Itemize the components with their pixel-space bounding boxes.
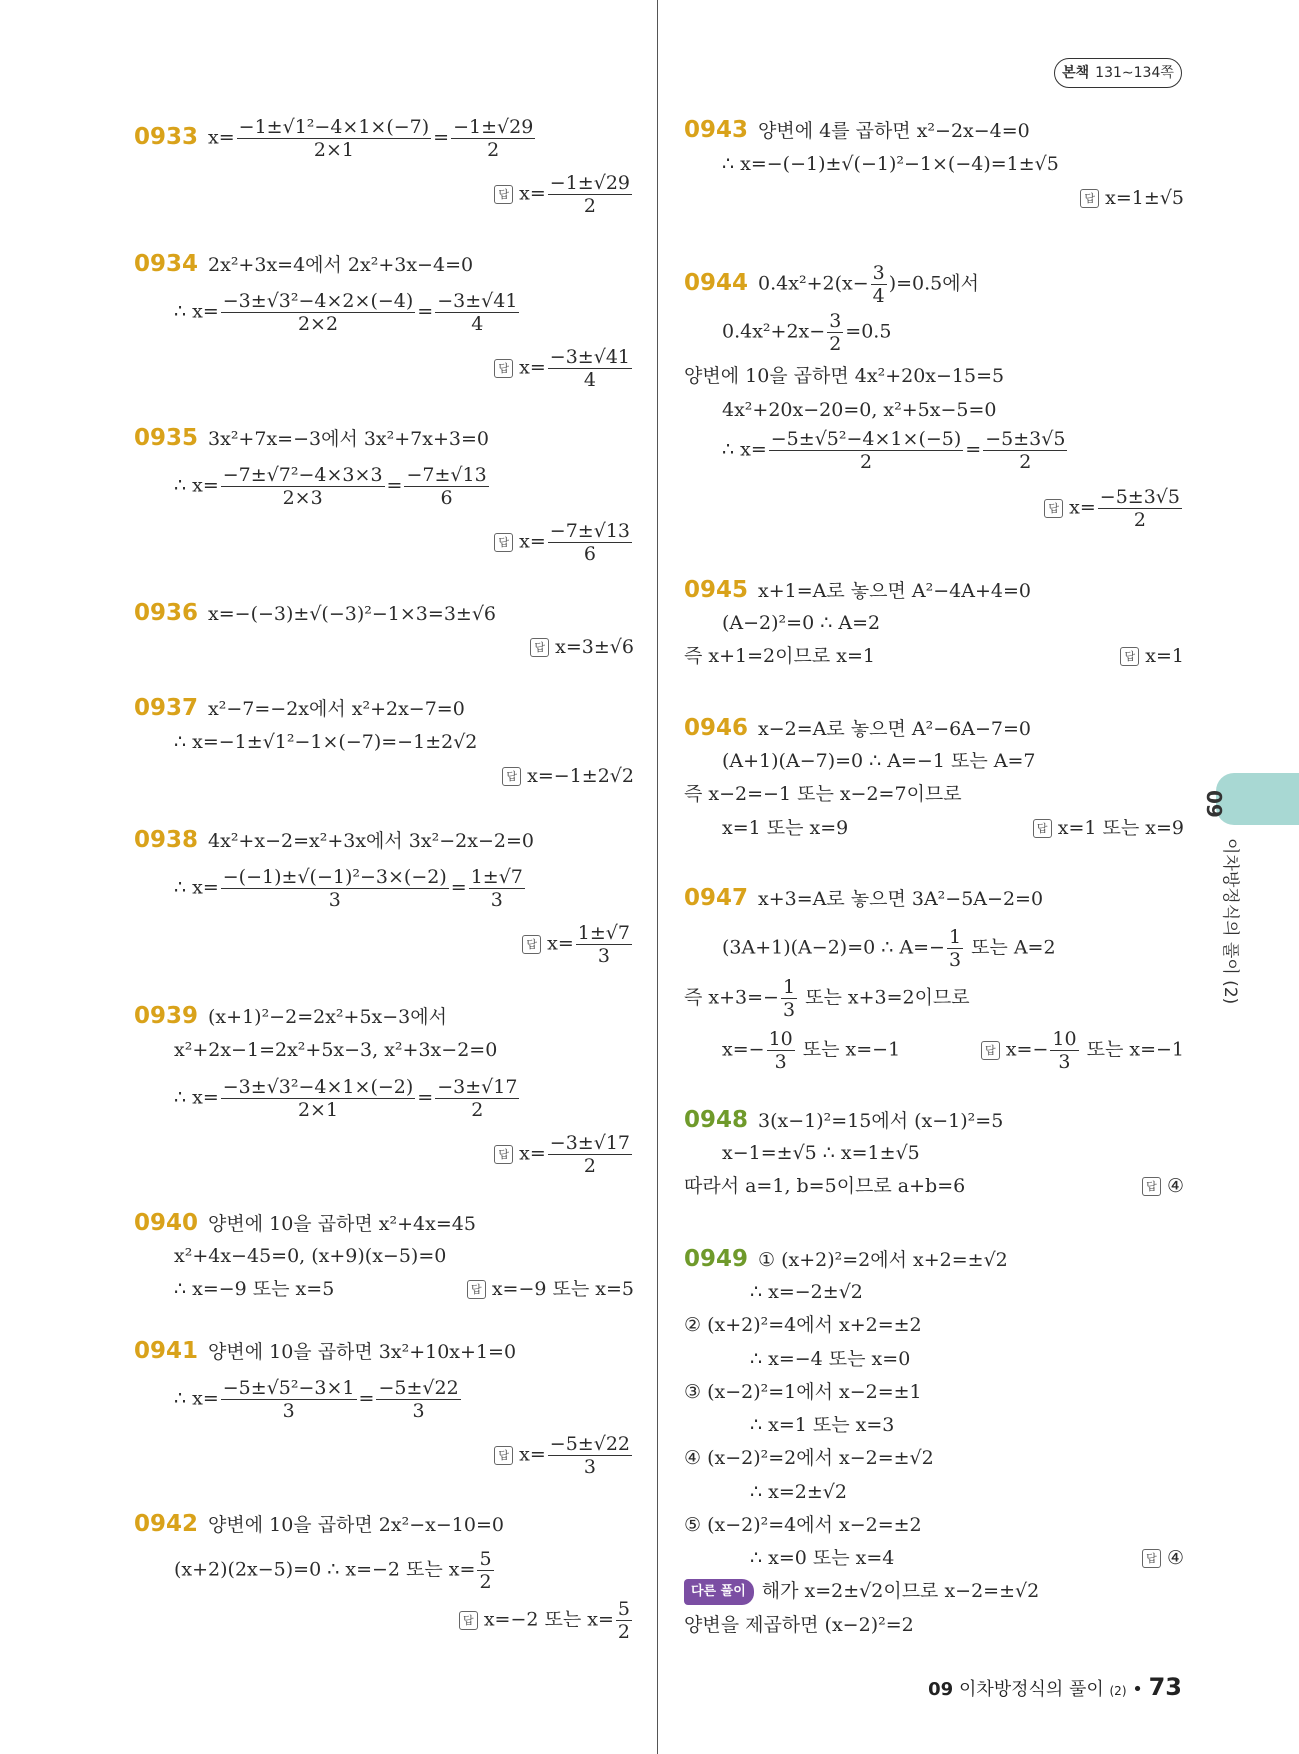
- formula-text: =: [433, 126, 450, 149]
- problem-number: 0938: [134, 827, 199, 853]
- problem-number: 0933: [134, 123, 199, 150]
- answer: 답 x= $\frac{-1\pm√29}{2}$: [494, 172, 634, 217]
- formula-text: (x+1)²−2=2x²+5x−3에서: [208, 1006, 447, 1028]
- formula-text: ∴ x=: [174, 1387, 219, 1410]
- formula-text: 3x²+7x=−3에서 3x²+7x+3=0: [208, 428, 489, 450]
- formula-text: (3A+1)(A−2)=0 ∴ A=−: [722, 936, 945, 959]
- chapter-tab-title: 이차방정식의 풀이 (2): [1220, 838, 1240, 1005]
- fraction: $\frac{\text{−3±√3²−4×2×(−4)}}{2\times 2}$: [222, 290, 414, 335]
- footer-chapter-number: 09: [928, 1679, 954, 1700]
- fraction: $\frac{5}{2}$: [479, 1548, 492, 1593]
- formula-text: ④ (x−2)²=2에서 x−2=±√2: [684, 1447, 934, 1469]
- answer: 답 x=−2 또는 x= $\frac{5}{2}$: [459, 1598, 634, 1643]
- answer: 답 x= $\frac{-5\pm√22}{3}$: [494, 1433, 634, 1478]
- formula-text: 양변에 10을 곱하면 3x²+10x+1=0: [208, 1341, 517, 1363]
- problem-number: 0940: [134, 1210, 199, 1236]
- answer-mark-icon: 답: [494, 1446, 513, 1465]
- formula-text: ∴ x=: [174, 1086, 219, 1109]
- formula-text: ∴ x=: [722, 438, 767, 461]
- problem-number: 0934: [134, 251, 199, 277]
- answer-mark-icon: 답: [1033, 819, 1052, 838]
- answer: 답 x=1 또는 x=9: [1033, 816, 1184, 840]
- formula-text: ③ (x−2)²=1에서 x−2=±1: [684, 1381, 922, 1403]
- fraction: $\frac{-1\pm√29}{2}$: [453, 116, 534, 161]
- problem-number: 0942: [134, 1511, 199, 1537]
- fraction: $\frac{10}{3}$: [768, 1028, 793, 1073]
- reference-pages-badge: [1054, 58, 1182, 88]
- fraction: $\frac{\text{−1±√1²−4×1×(−7)}}{2\times 1}$: [238, 116, 430, 161]
- formula-text: (A−2)²=0 ∴ A=2: [722, 612, 881, 634]
- fraction: $\frac{1}{3}$: [948, 926, 962, 971]
- chapter-side-tab: [1216, 773, 1299, 825]
- formula-text: (x+2)(2x−5)=0 ∴ x=−2 또는 x=: [174, 1558, 476, 1581]
- answer: 답 x=1±√5: [1080, 186, 1184, 210]
- answer: 답 x=−1±2√2: [502, 764, 634, 788]
- answer-mark-icon: 답: [1044, 499, 1063, 518]
- formula-text: ∴ x=: [174, 300, 219, 323]
- formula-text: x+1=A로 놓으면 A²−4A+4=0: [758, 580, 1031, 602]
- formula-text: 양변에 4를 곱하면 x²−2x−4=0: [758, 120, 1030, 142]
- footer-chapter-sub: (2): [1109, 1684, 1127, 1698]
- fraction: $\frac{\text{−5±√5²−4×1×(−5)}}{2}$: [770, 428, 962, 473]
- formula-text: ⑤ (x−2)²=4에서 x−2=±2: [684, 1514, 922, 1536]
- answer: 답 x= $\frac{-5\pm 3√5}{2}$: [1044, 486, 1184, 531]
- formula-text: 즉 x+1=2이므로 x=1: [684, 645, 875, 667]
- problem-number: 0941: [134, 1338, 199, 1364]
- formula-text: 4x²+20x−20=0, x²+5x−5=0: [722, 399, 997, 421]
- fraction: $\frac{\text{−(−1)±√(−1)²−3×(−2)}}{3}$: [222, 866, 447, 911]
- answer: 답 x=−9 또는 x=5: [467, 1277, 634, 1301]
- formula-text: 3(x−1)²=15에서 (x−1)²=5: [758, 1110, 1004, 1132]
- answer: 답 x= $\frac{-3\pm√41}{4}$: [494, 346, 634, 391]
- formula-text: 즉 x+3=−: [684, 986, 779, 1009]
- fraction: $\frac{\text{−3±√3²−4×1×(−2)}}{2\times 1}$: [222, 1076, 414, 1121]
- formula-text: ② (x+2)²=4에서 x+2=±2: [684, 1314, 922, 1336]
- answer: 답 ④: [1142, 1174, 1184, 1198]
- formula-text: ∴ x=: [174, 474, 219, 497]
- formula-text: x²+4x−45=0, (x+9)(x−5)=0: [174, 1245, 447, 1267]
- answer-mark-icon: 답: [1080, 189, 1099, 208]
- answer-mark-icon: 답: [494, 185, 513, 204]
- formula-text: x²−7=−2x에서 x²+2x−7=0: [208, 698, 465, 720]
- footer-separator: •: [1132, 1679, 1143, 1700]
- answer: 답 ④: [1142, 1546, 1184, 1570]
- formula-text: 0.4x²+2(x−: [758, 272, 869, 295]
- problem-number: 0935: [134, 425, 199, 451]
- answer-mark-icon: 답: [502, 767, 521, 786]
- formula-text: ∴ x=−2±√2: [750, 1281, 863, 1303]
- formula-text: ∴ x=−4 또는 x=0: [750, 1348, 911, 1370]
- other-solution-badge: 다른 풀이: [684, 1579, 754, 1605]
- fraction: $\frac{3}{2}$: [829, 310, 842, 355]
- formula-text: 양변에 10을 곱하면 x²+4x=45: [208, 1213, 476, 1235]
- formula-text: ① (x+2)²=2에서 x+2=±√2: [758, 1249, 1008, 1271]
- ref-pages: 131∼134쪽: [1095, 65, 1174, 81]
- problem-number: 0944: [684, 269, 749, 296]
- answer-mark-icon: 답: [494, 1145, 513, 1164]
- column-divider: [657, 0, 658, 1754]
- formula-text: 4x²+x−2=x²+3x에서 3x²−2x−2=0: [208, 830, 534, 852]
- formula-text: ∴ x=1 또는 x=3: [750, 1414, 895, 1436]
- formula-text: x+3=A로 놓으면 3A²−5A−2=0: [758, 888, 1044, 910]
- formula-text: 즉 x−2=−1 또는 x−2=7이므로: [684, 783, 962, 805]
- formula-text: 양변에 10을 곱하면 4x²+20x−15=5: [684, 365, 1005, 387]
- formula-text: x=1 또는 x=9: [722, 817, 849, 839]
- ref-book: 본책: [1062, 65, 1090, 81]
- formula-text: ∴ x=−9 또는 x=5: [174, 1278, 335, 1300]
- answer-mark-icon: 답: [1120, 647, 1139, 666]
- formula-text: x=−(−3)±√(−3)²−1×3=3±√6: [208, 603, 497, 625]
- problem-number: 0946: [684, 715, 749, 741]
- formula-text: 2x²+3x=4에서 2x²+3x−4=0: [208, 254, 474, 276]
- formula-text: ∴ x=2±√2: [750, 1481, 847, 1503]
- fraction: $\frac{1}{3}$: [782, 976, 796, 1021]
- answer: 답 x=− $\frac{10}{3}$ 또는 x=−1: [981, 1028, 1184, 1073]
- problem-number: 0945: [684, 577, 749, 603]
- formula-text: 0.4x²+2x−: [722, 320, 826, 343]
- page-footer: [928, 1673, 1182, 1701]
- chapter-tab-number: 09: [1202, 790, 1226, 818]
- problem-number: 0949: [684, 1246, 749, 1272]
- formula-text: 해가 x=2±√2이므로 x−2=±√2: [761, 1580, 1040, 1602]
- problem-number: 0936: [134, 600, 199, 626]
- formula-text: ∴ x=−1±√1²−1×(−7)=−1±2√2: [174, 731, 478, 753]
- problem-number: 0948: [684, 1107, 749, 1133]
- formula-text: x−1=±√5 ∴ x=1±√5: [722, 1142, 920, 1164]
- formula-text: x²+2x−1=2x²+5x−3, x²+3x−2=0: [174, 1039, 498, 1061]
- problem-number: 0947: [684, 885, 749, 911]
- fraction: $\frac{\text{−5±√5²−3×1}}{3}$: [222, 1377, 355, 1422]
- fraction: $\frac{\text{−7±√7²−4×3×3}}{2\times 3}$: [222, 464, 383, 509]
- answer-mark-icon: 답: [494, 533, 513, 552]
- problem-number: 0937: [134, 695, 199, 721]
- answer: 답 x= $\frac{1\pm√7}{3}$: [522, 922, 634, 967]
- page-number: 73: [1148, 1673, 1182, 1701]
- answer-mark-icon: 답: [1142, 1549, 1161, 1568]
- answer-mark-icon: 답: [530, 638, 549, 657]
- formula-text: 따라서 a=1, b=5이므로 a+b=6: [684, 1175, 966, 1197]
- formula-text: x=: [208, 126, 235, 149]
- answer-mark-icon: 답: [1142, 1177, 1161, 1196]
- answer: 답 x=1: [1120, 644, 1184, 668]
- answer: 답 x=3±√6: [530, 635, 634, 659]
- answer: 답 x= $\frac{-7\pm√13}{6}$: [494, 520, 634, 565]
- formula-text: x−2=A로 놓으면 A²−6A−7=0: [758, 718, 1031, 740]
- answer-mark-icon: 답: [467, 1280, 486, 1299]
- fraction: $\frac{3}{4}$: [872, 262, 885, 307]
- problem-number: 0939: [134, 1003, 199, 1029]
- formula-text: (A+1)(A−7)=0 ∴ A=−1 또는 A=7: [722, 750, 1036, 772]
- answer-mark-icon: 답: [494, 359, 513, 378]
- footer-chapter-title: 이차방정식의 풀이: [958, 1679, 1104, 1700]
- formula-text: ∴ x=−(−1)±√(−1)²−1×(−4)=1±√5: [722, 153, 1059, 175]
- answer-mark-icon: 답: [522, 935, 541, 954]
- answer: 답 x= $\frac{-3\pm√17}{2}$: [494, 1132, 634, 1177]
- formula-text: ∴ x=0 또는 x=4: [750, 1547, 895, 1569]
- formula-text: ∴ x=: [174, 876, 219, 899]
- formula-text: x=−: [722, 1038, 765, 1061]
- answer-mark-icon: 답: [981, 1041, 1000, 1060]
- formula-text: 양변에 10을 곱하면 2x²−x−10=0: [208, 1514, 504, 1536]
- answer-mark-icon: 답: [459, 1611, 478, 1630]
- formula-text: 양변을 제곱하면 (x−2)²=2: [684, 1614, 914, 1636]
- problem-number: 0943: [684, 117, 749, 143]
